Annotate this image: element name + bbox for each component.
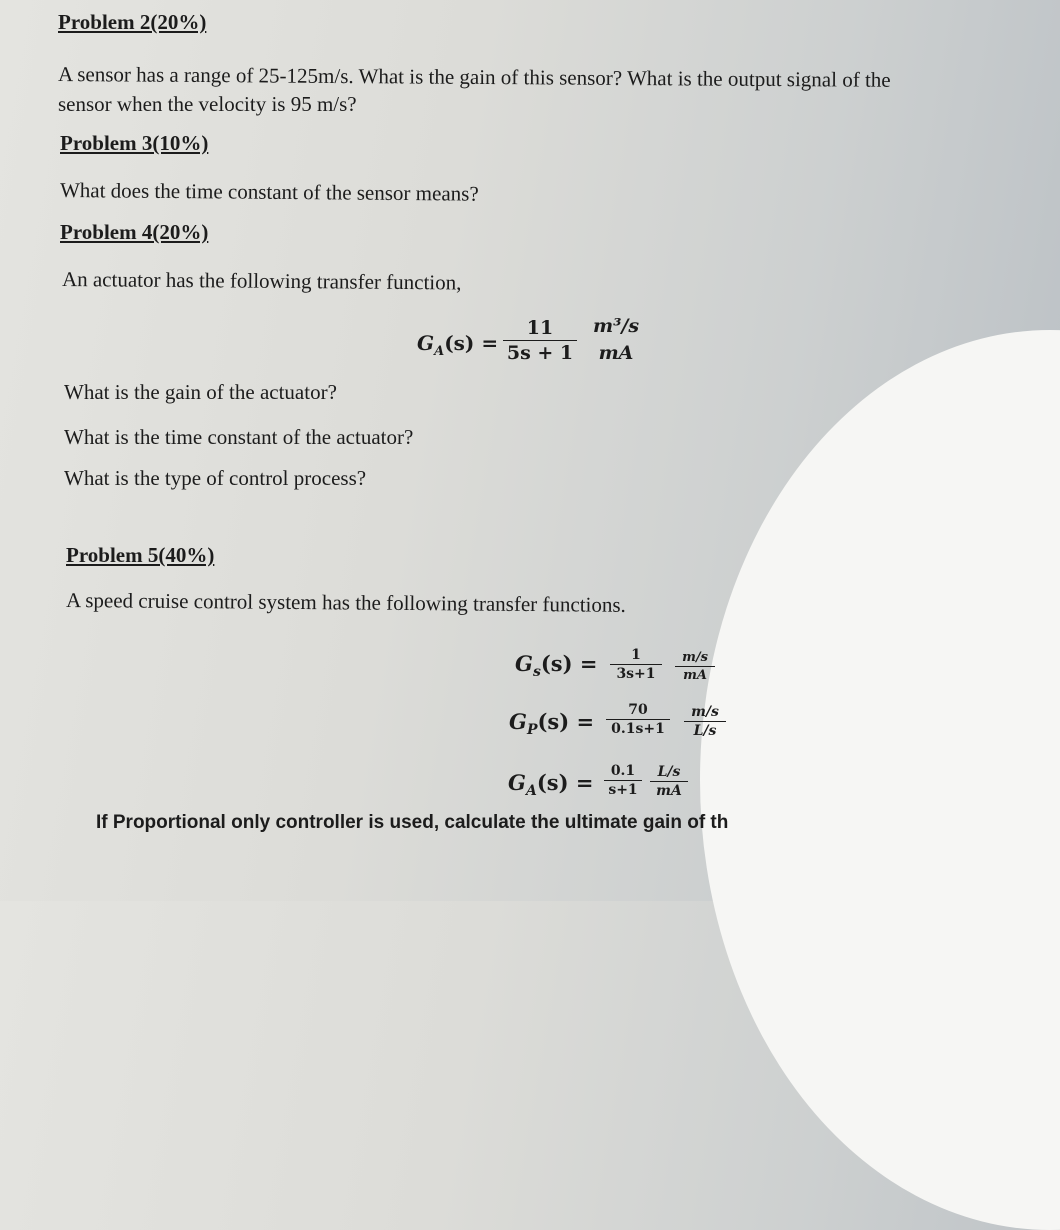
problem-4-question-2: What is the time constant of the actuator? — [64, 425, 414, 449]
gp-arg: (s) = — [537, 709, 595, 734]
problem-2-text-line2: sensor when the velocity is 95 m/s? — [58, 92, 357, 116]
ga-lhs: G — [508, 770, 526, 795]
photo-glare — [700, 330, 1060, 1230]
gp-lhs: G — [509, 709, 527, 734]
ga-denominator: s+1 — [608, 782, 638, 798]
problem-4-text: An actuator has the following transfer function, — [61, 267, 462, 295]
problem-3-text: What does the time constant of the sensor means? — [59, 178, 479, 206]
gs-denominator: 3s+1 — [616, 666, 656, 682]
gs-numerator: 1 — [610, 647, 662, 665]
gp-lhs-sub: P — [526, 722, 538, 739]
problem-2-text-line1: A sensor has a range of 25-125m/s. What is the gain of this sensor? What is the output signal of the — [57, 62, 891, 92]
ga-unit-denominator: mA — [656, 783, 682, 799]
gs-lhs-sub: s — [532, 664, 541, 681]
problem-3-heading: Problem 3(10%) — [60, 131, 209, 155]
eq-unit-denominator: mA — [598, 342, 634, 364]
gp-denominator: 0.1s+1 — [611, 721, 665, 737]
problem-4-question-3: What is the type of control process? — [64, 466, 367, 490]
problem-5-heading: Problem 5(40%) — [66, 543, 215, 567]
problem-4-question-1: What is the gain of the actuator? — [64, 380, 337, 404]
problem-5-text: A speed cruise control system has the following transfer functions. — [65, 588, 626, 617]
eq-unit-numerator: m³/s — [592, 315, 640, 337]
eq-arg: (s) = — [444, 331, 499, 355]
problem-5-question: If Proportional only controller is used, calculate the ultimate gain of th — [96, 812, 729, 833]
gs-unit-denominator: mA — [683, 668, 707, 683]
ga-lhs-sub: A — [525, 783, 537, 800]
problem-4-heading: Problem 4(20%) — [60, 220, 209, 244]
eq-denominator: 5s + 1 — [506, 342, 574, 364]
gs-lhs: G — [515, 651, 533, 676]
gs-arg: (s) = — [540, 651, 598, 676]
eq-lhs: G — [417, 331, 435, 355]
ga-unit-numerator: L/s — [650, 764, 688, 782]
eq-lhs-sub: A — [434, 344, 445, 359]
ga-numerator: 0.1 — [604, 763, 642, 781]
gp-unit-numerator: m/s — [684, 704, 726, 722]
gs-unit-numerator: m/s — [675, 650, 715, 667]
ga-arg: (s) = — [536, 770, 594, 795]
gp-unit-denominator: L/s — [693, 723, 717, 739]
gp-numerator: 70 — [606, 702, 670, 720]
eq-numerator: 11 — [503, 317, 577, 341]
problem-2-heading: Problem 2(20%) — [58, 10, 207, 34]
